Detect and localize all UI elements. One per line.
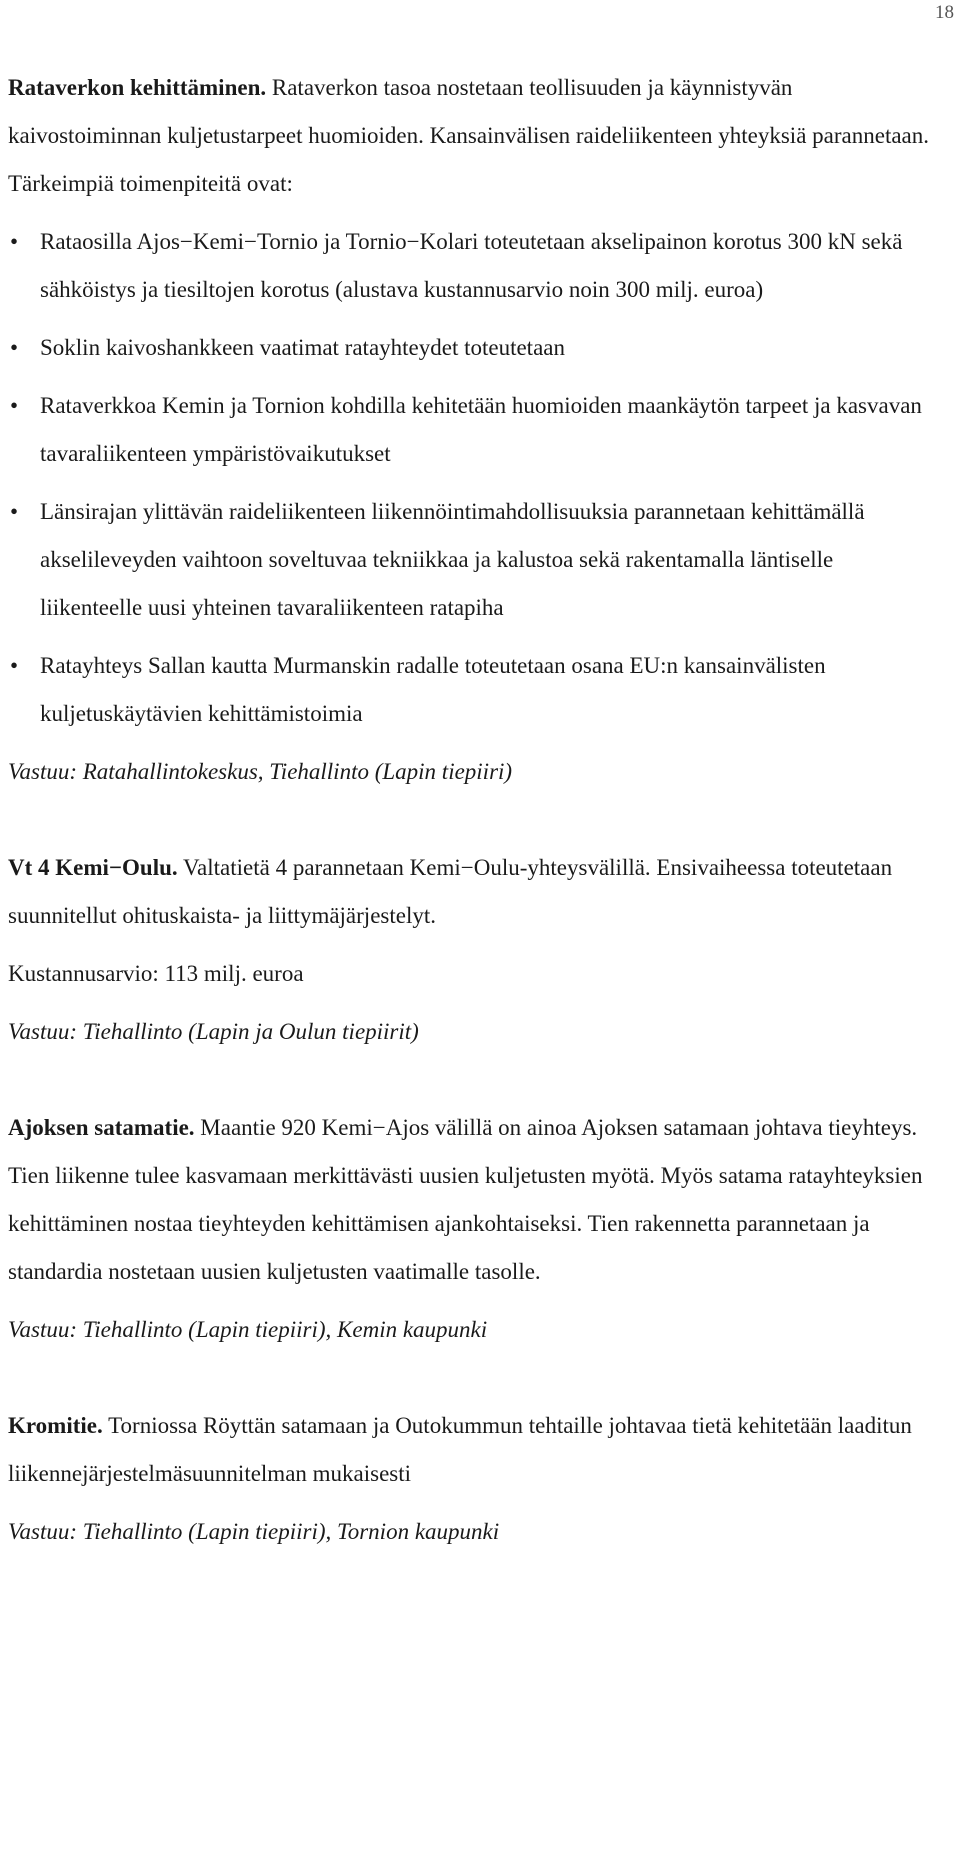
section-text: Rataverkon tasoa nostetaan teollisuuden ja käynnistyvän kaivostoiminnan kuljetustarpeet huomioiden. Kansainvälisen raideliikenteen yhteyksiä parannetaan. Tärkeimpiä toimenpiteitä ovat: [8,75,929,196]
list-item-text: Rataosilla Ajos−Kemi−Tornio ja Tornio−Kolari toteutetaan akselipainon korotus 300 kN sekä sähköistys ja tiesiltojen korotus (alustava kustannusarvio noin 300 milj. euroa) [40,229,903,302]
list-item-text: Ratayhteys Sallan kautta Murmanskin radalle toteutetaan osana EU:n kansainvälisten kuljetuskäytävien kehittämistoimia [40,653,826,726]
list-item-text: Soklin kaivoshankkeen vaatimat ratayhteydet toteutetaan [40,335,565,360]
section-text: Maantie 920 Kemi−Ajos välillä on ainoa Ajoksen satamaan johtava tieyhteys. Tien liikenne tulee kasvamaan merkittävästi uusien kuljetusten myötä. Myös satama ratayhteyksien kehittäminen nostaa tieyhteyden kehittämisen ajankohtaiseksi. Tien rakennetta parannetaan ja standardia nostetaan uusien kuljetusten vaatimalle tasolle. [8,1115,923,1284]
responsibility-note: Vastuu: Tiehallinto (Lapin tiepiiri), Tornion kaupunki [8,1519,500,1544]
section-ajoksen-satamatie [8,1104,938,1354]
section-heading: Vt 4 Kemi−Oulu. [8,855,178,880]
cost-estimate: Kustannusarvio: 113 milj. euroa [8,961,304,986]
section-paragraph [8,844,938,940]
section-heading: Ajoksen satamatie. [8,1115,195,1140]
measures-list [8,218,938,738]
list-item-text: Rataverkkoa Kemin ja Tornion kohdilla kehitetään huomioiden maankäytön tarpeet ja kasvavan tavaraliikenteen ympäristövaikutukset [40,393,922,466]
page-number: 18 [935,2,954,23]
section-paragraph [8,1402,938,1498]
section-kromitie [8,1402,938,1556]
section-text: Torniossa Röyttän satamaan ja Outokummun tehtaille johtavaa tietä kehitetään laaditun liikennejärjestelmäsuunnitelman mukaisesti [8,1413,912,1486]
list-item-text: Länsirajan ylittävän raideliikenteen liikennöintimahdollisuuksia parannetaan kehittämällä akselileveyden vaihtoon soveltuvaa tekniikkaa ja kalustoa sekä rakentamalla läntiselle liikenteelle uusi yhteinen tavaraliikenteen ratapiha [40,499,865,620]
section-text: Valtatietä 4 parannetaan Kemi−Oulu-yhteysvälillä. Ensivaiheessa toteutetaan suunnitellut ohituskaista- ja liittymäjärjestelyt. [8,855,893,928]
page-content [8,64,938,1556]
section-paragraph [8,64,938,208]
section-heading: Rataverkon kehittäminen. [8,75,267,100]
list-item [8,642,938,738]
list-item [8,488,938,632]
bullet-icon: • [10,499,19,524]
bullet-icon: • [10,653,19,678]
responsibility-note: Vastuu: Ratahallintokeskus, Tiehallinto (Lapin tiepiiri) [8,759,513,784]
bullet-icon: • [10,393,19,418]
section-heading: Kromitie. [8,1413,103,1438]
list-item [8,324,938,372]
bullet-icon: • [10,229,19,254]
responsibility-note: Vastuu: Tiehallinto (Lapin tiepiiri), Kemin kaupunki [8,1317,488,1342]
list-item [8,218,938,314]
bullet-icon: • [10,335,19,360]
section-paragraph [8,1104,938,1296]
responsibility-note: Vastuu: Tiehallinto (Lapin ja Oulun tiepiirit) [8,1019,419,1044]
section-rataverkon-kehittaminen [8,64,938,796]
list-item [8,382,938,478]
section-vt4-kemi-oulu [8,844,938,1056]
